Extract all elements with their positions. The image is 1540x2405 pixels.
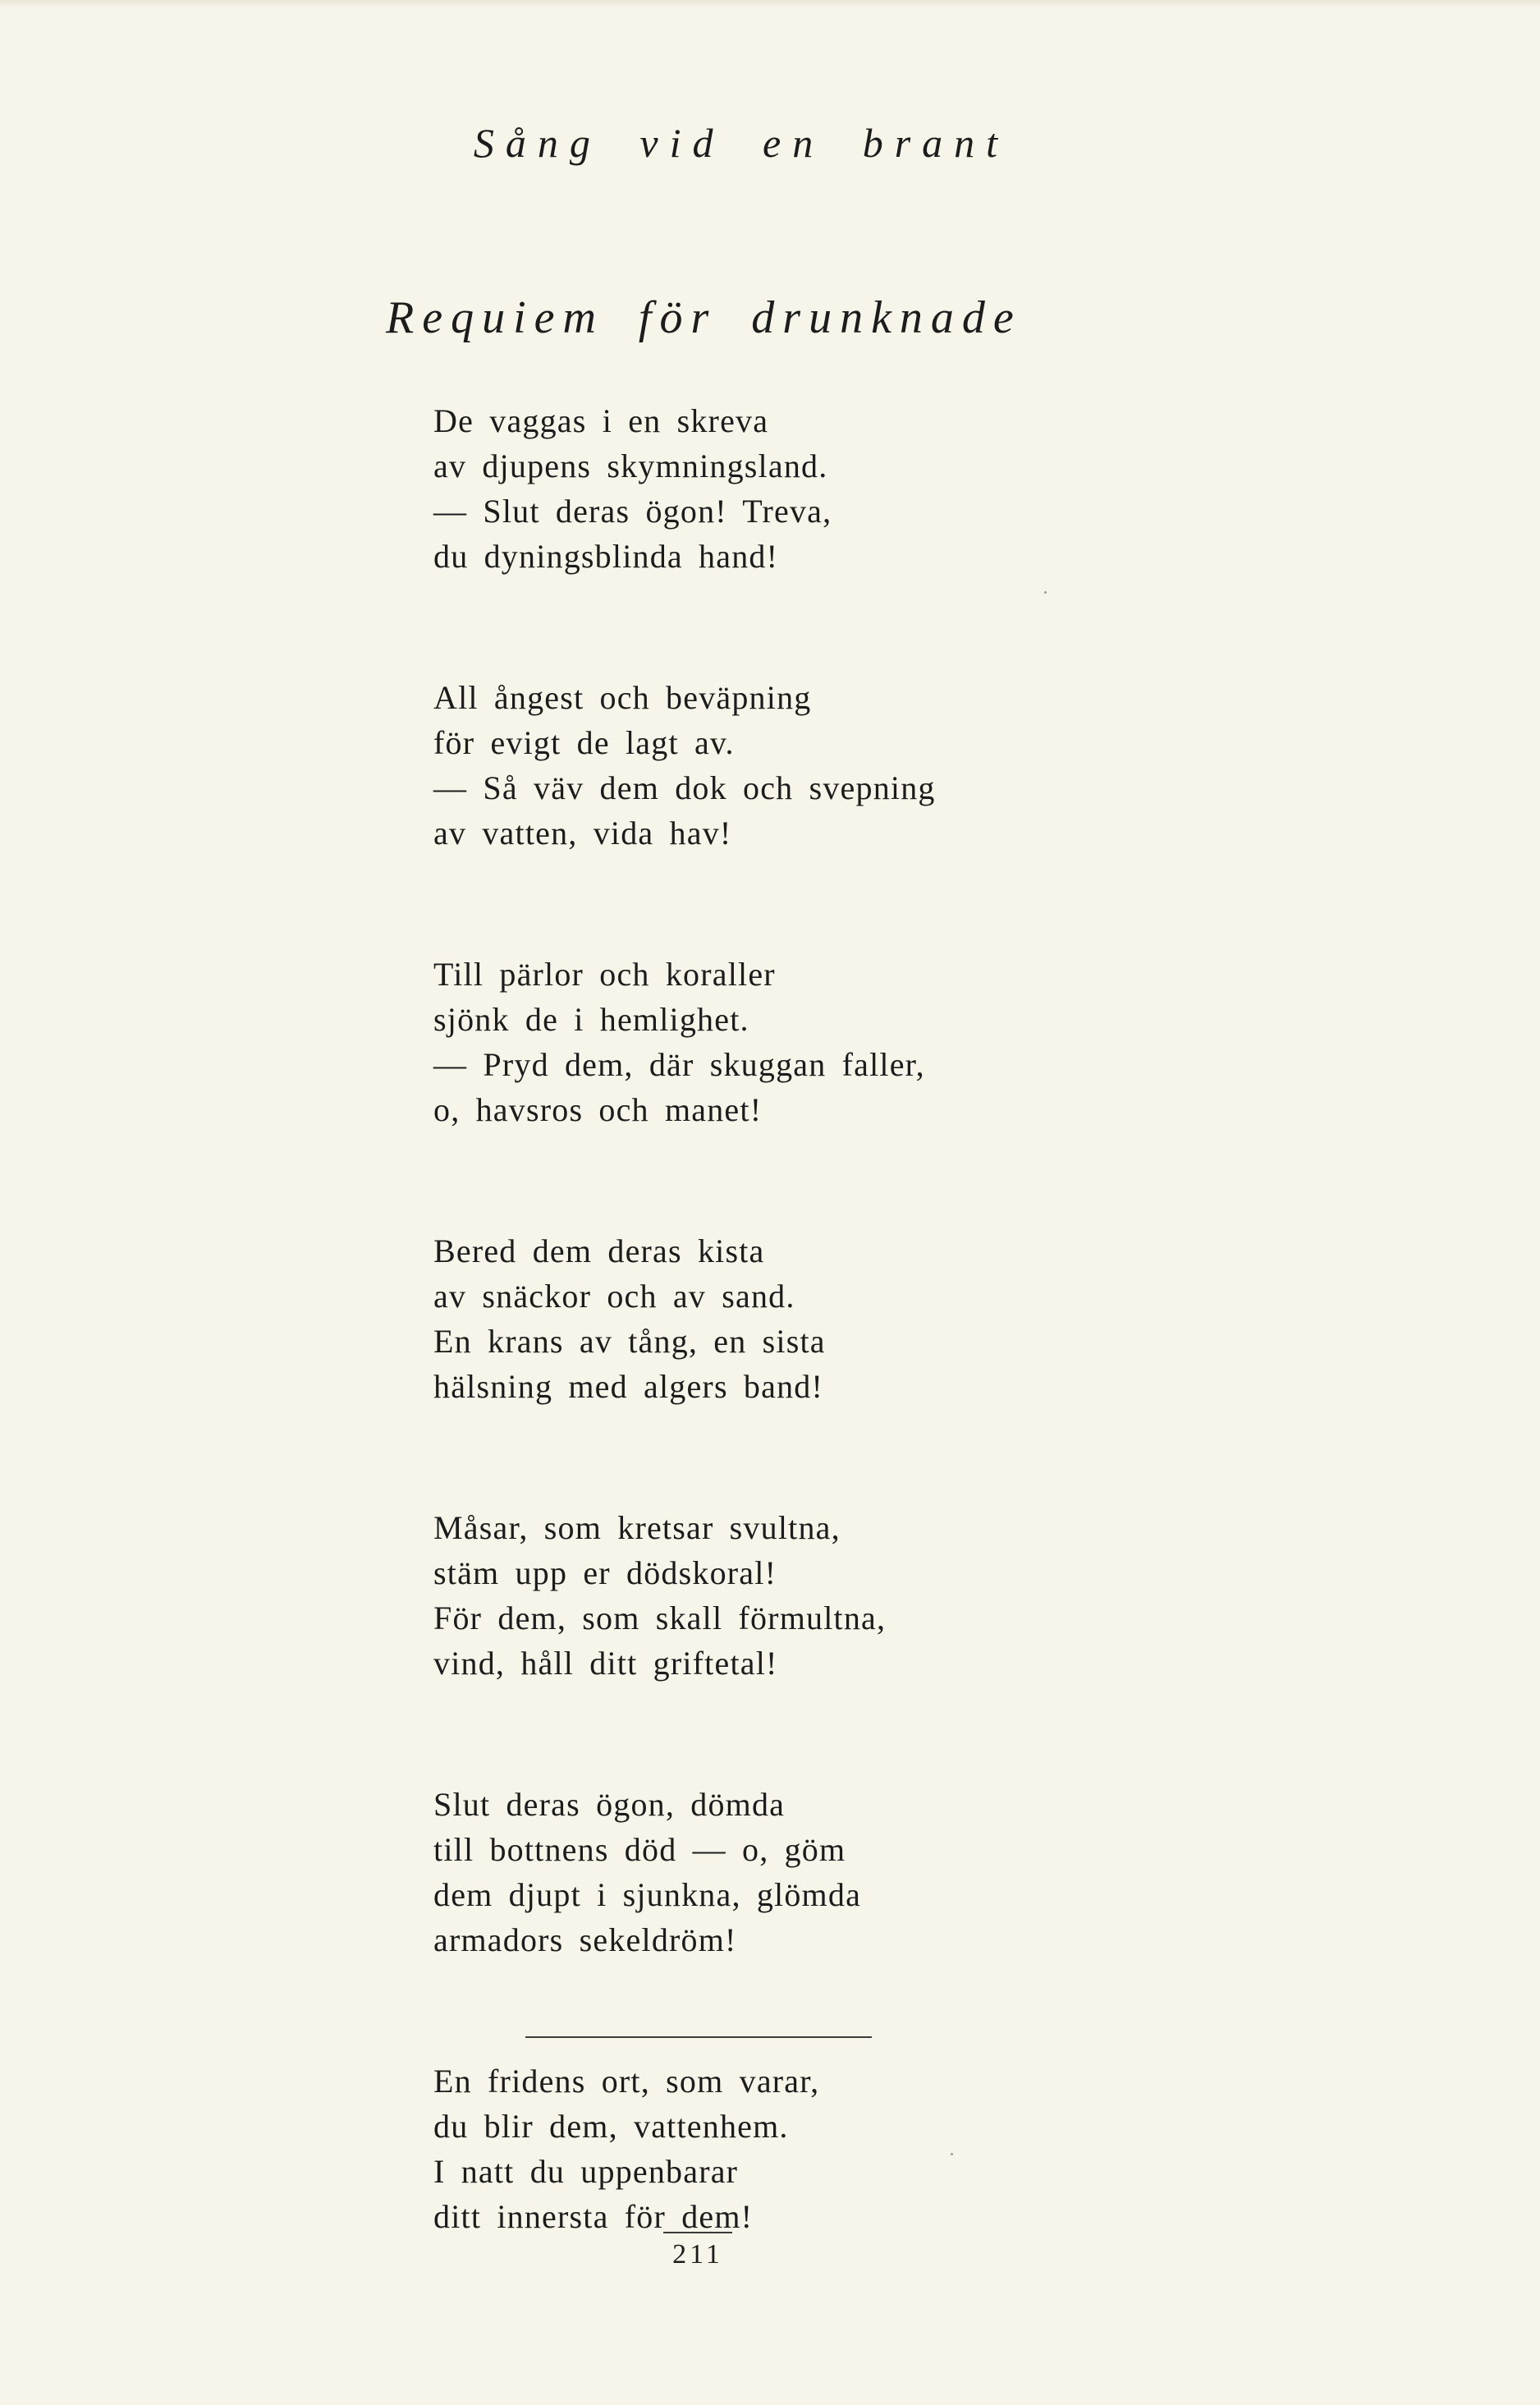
poem-line: hälsning med algers band!	[433, 1368, 823, 1405]
paper-speck	[1044, 591, 1047, 594]
running-head: Sång vid en brant	[473, 120, 1010, 166]
poem-line: ditt innersta för dem!	[433, 2198, 754, 2235]
poem-line: Bered dem deras kista	[433, 1232, 765, 1269]
poem-line: du blir dem, vattenhem.	[433, 2108, 789, 2145]
stanza	[433, 2058, 1074, 2239]
poem-body	[433, 398, 1074, 2335]
stanza	[433, 1505, 1074, 1686]
stanza	[433, 398, 1074, 579]
poem-line: I natt du uppenbarar	[433, 2153, 739, 2190]
poem-line: stäm upp er dödskoral!	[433, 1554, 777, 1591]
page-top-edge	[0, 0, 1540, 8]
stanza	[433, 1782, 1074, 1962]
poem-line: Slut deras ögon, dömda	[433, 1786, 786, 1823]
poem-line: En krans av tång, en sista	[433, 1323, 826, 1360]
poem-line: — Så väv dem dok och svepning	[433, 769, 936, 806]
poem-line: dem djupt i sjunkna, glömda	[433, 1876, 862, 1913]
page-number-rule	[663, 2232, 732, 2233]
poem-line: En fridens ort, som varar,	[433, 2063, 820, 2100]
poem-line: — Slut deras ögon! Treva,	[433, 493, 832, 530]
end-rule-divider	[525, 2036, 872, 2038]
poem-line: Till pärlor och koraller	[433, 956, 776, 993]
poem-line: För dem, som skall förmultna,	[433, 1600, 887, 1636]
poem-line: — Pryd dem, där skuggan faller,	[433, 1046, 925, 1083]
poem-line: vind, håll ditt griftetal!	[433, 1645, 778, 1682]
stanza	[433, 675, 1074, 856]
poem-line: av vatten, vida hav!	[433, 815, 732, 851]
poem-line: du dyningsblinda hand!	[433, 538, 779, 575]
poem-line: Måsar, som kretsar svultna,	[433, 1509, 841, 1546]
poem-line: av djupens skymningsland.	[433, 447, 828, 484]
poem-line: armadors sekeldröm!	[433, 1921, 737, 1958]
poem-line: till bottnens död — o, göm	[433, 1831, 846, 1868]
paper-speck	[951, 2153, 953, 2155]
poem-line: sjönk de i hemlighet.	[433, 1001, 749, 1038]
stanza	[433, 952, 1074, 1132]
poem-title: Requiem för drunknade	[386, 292, 1022, 343]
poem-line: för evigt de lagt av.	[433, 724, 735, 761]
stanza	[433, 1228, 1074, 1409]
poem-line: All ångest och beväpning	[433, 679, 812, 716]
poem-line: o, havsros och manet!	[433, 1091, 763, 1128]
poem-line: av snäckor och av sand.	[433, 1278, 795, 1315]
page-number: 211	[672, 2239, 723, 2270]
poem-line: De vaggas i en skreva	[433, 402, 769, 439]
